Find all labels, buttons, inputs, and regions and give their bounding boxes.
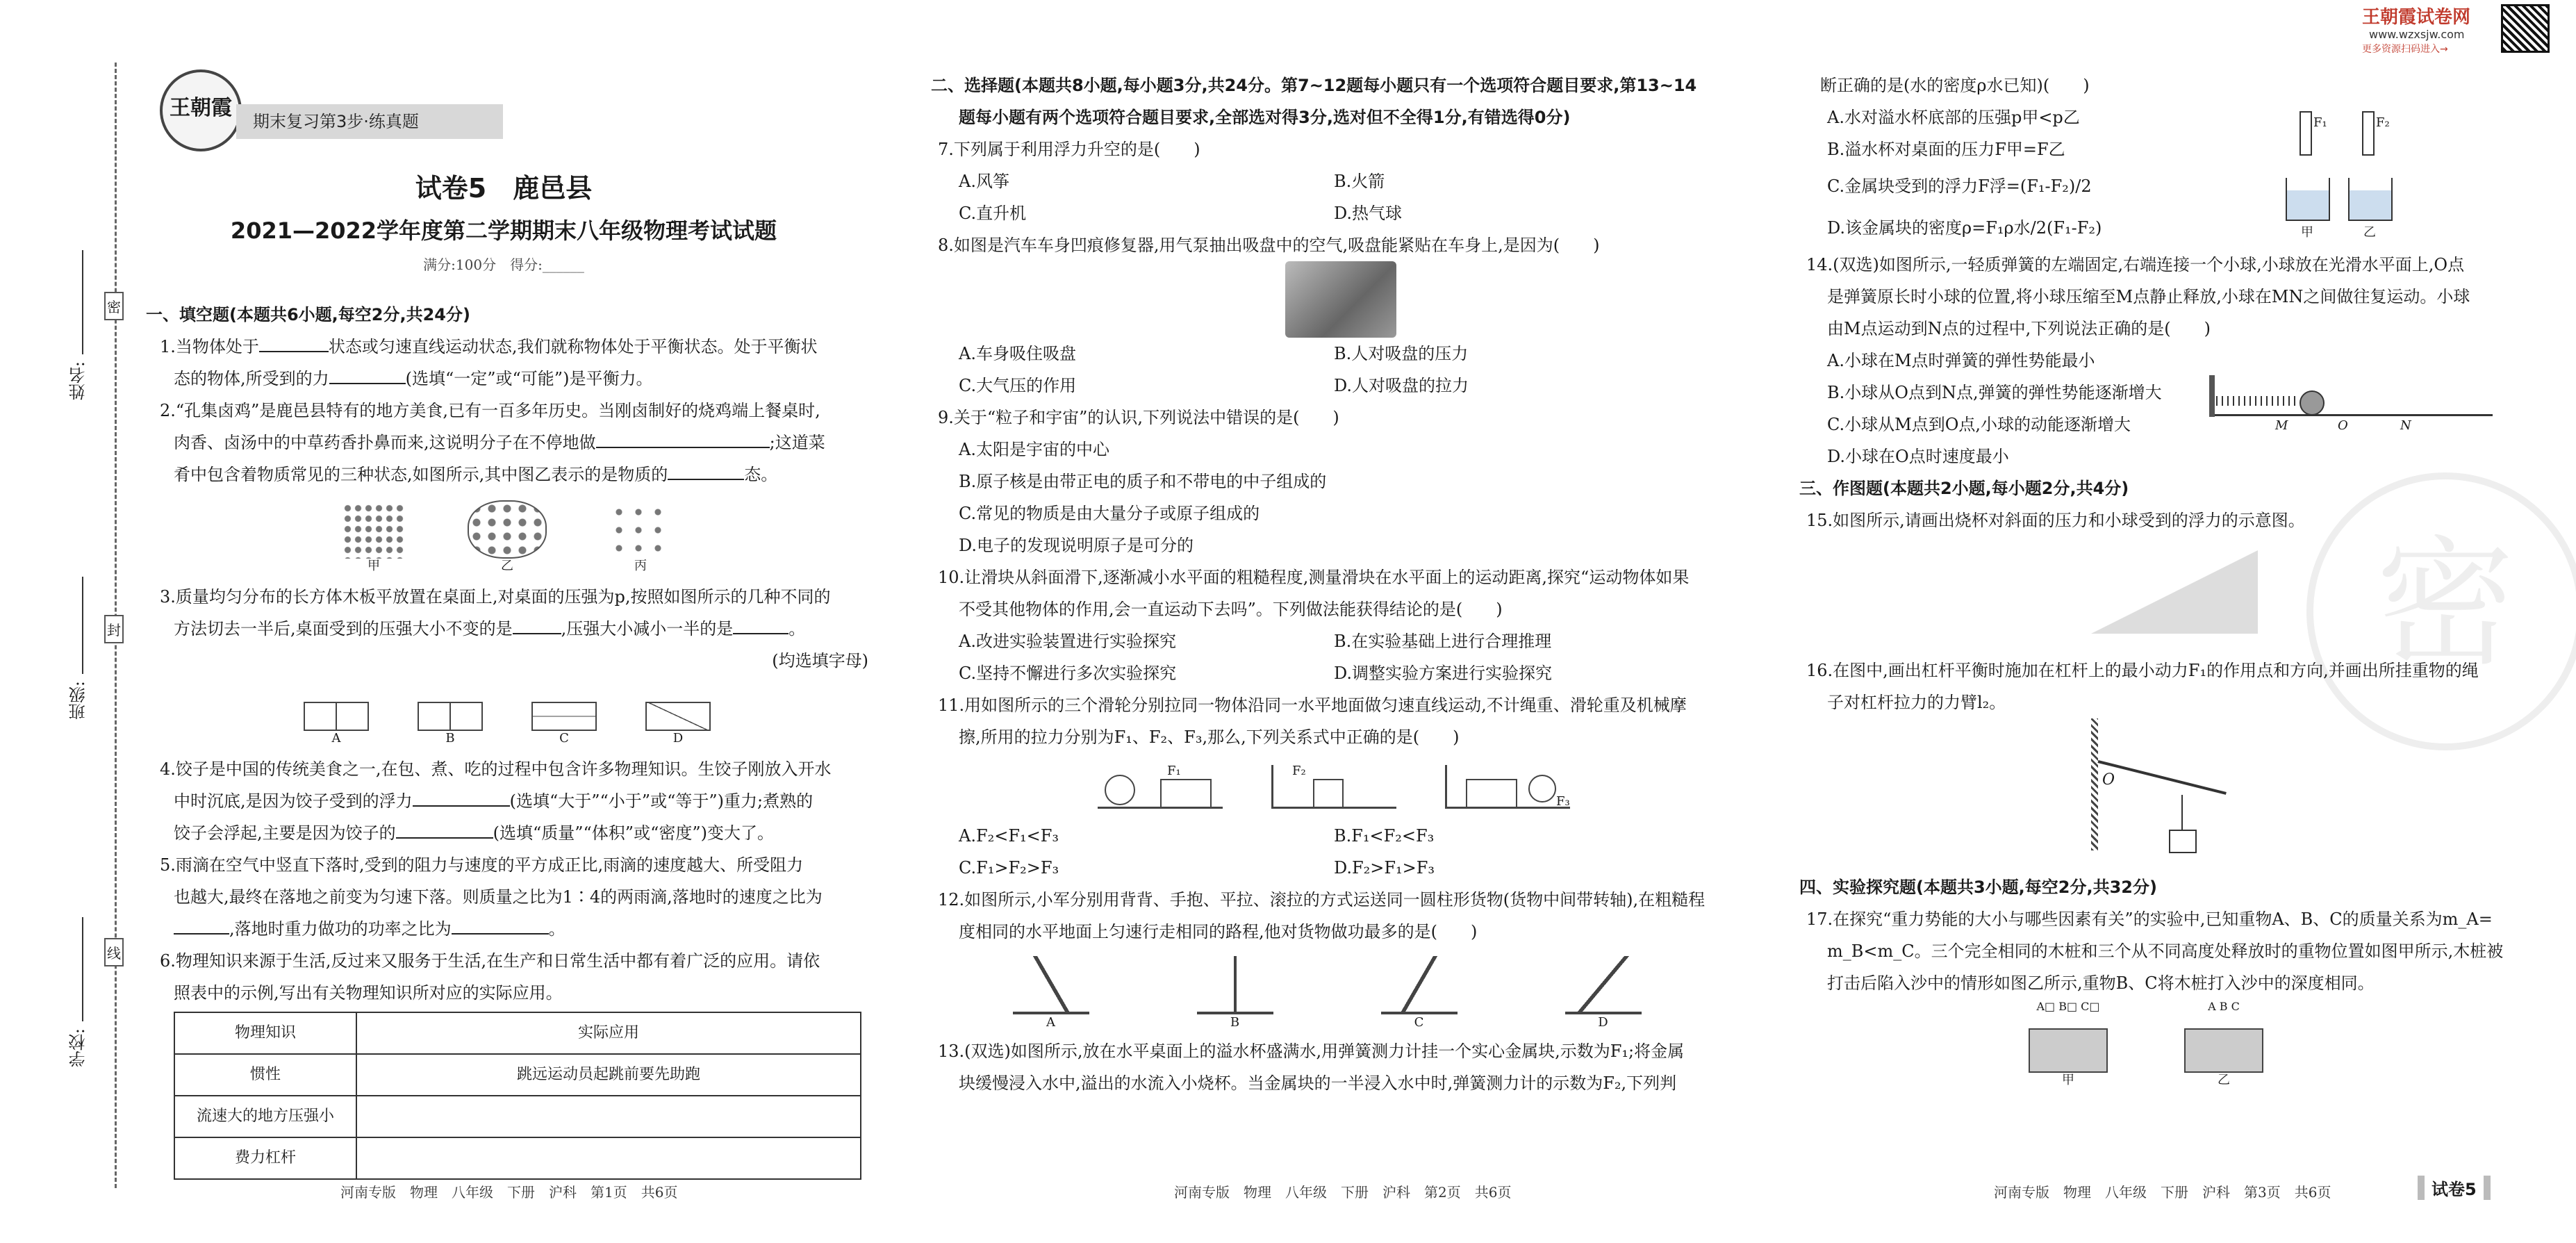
question-16: 16.在图中,画出杠杆平衡时施加在杠杆上的最小动力F₁的作用点和方向,并画出所挂重物的绳 子对杠杆拉力的力臂l₂。 (1806, 661, 2479, 712)
q11-option-c[interactable]: C.F₁>F₂>F₃ (959, 858, 1059, 878)
q9-option-d[interactable]: D.电子的发现说明原子是可分的 (959, 536, 1194, 555)
q14-option-a[interactable]: A.小球在M点时弹簧的弹性势能最小 (1827, 351, 2095, 370)
q14-figure (2209, 375, 2501, 438)
name-field-line[interactable] (82, 250, 83, 354)
q2-fig-label-jia: 甲 (368, 559, 380, 573)
q4-blank-2[interactable] (396, 837, 493, 839)
q10-option-a[interactable]: A.改进实验装置进行实验探究 (959, 632, 1176, 651)
question-4: 4.饺子是中国的传统美食之一,在包、煮、吃的过程中包含许多物理知识。生饺子刚放入开水 中时沉底,是因为饺子受到的浮力 (选填“大于”“小于”或“等于”)重力;煮熟的 饺子会浮起,主要是因为饺子的 (选填“质量”“体积”或“密度”)变大了。 (160, 759, 832, 843)
q11-options (931, 820, 1737, 852)
q8-options (931, 370, 1737, 402)
q8-option-a[interactable]: A.车身吸住吸盘 (959, 344, 1076, 363)
q7-option-b[interactable]: B.火箭 (1334, 172, 1385, 191)
q12-fig-c: C (1414, 1015, 1424, 1030)
question-1: 1.当物体处于 状态或匀速直线运动状态,我们就称物体处于平衡状态。处于平衡状 态的物体,所受到的力 (选填“一定”或“可能”)是平衡力。 (160, 337, 818, 388)
q6-table (174, 1012, 861, 1180)
q9-option-b[interactable]: B.原子核是由带正电的质子和不带电的中子组成的 (959, 472, 1327, 491)
q17-fig-b-left: B (2058, 1000, 2067, 1013)
q14-option-b[interactable]: B.小球从O点到N点,弹簧的弹性势能逐渐增大 (1827, 383, 2162, 402)
q6-header-knowledge: 物理知识 (174, 1012, 356, 1054)
column-2 (931, 69, 1737, 1099)
table-row: 惯性 跳远运动员起跳前要先助跑 (174, 1054, 861, 1096)
q9-option-a[interactable]: A.太阳是宇宙的中心 (959, 440, 1109, 459)
question-15: 15.如图所示,请画出烧杯对斜面的压力和小球受到的浮力的示意图。 (1806, 511, 2305, 530)
section-2-heading: 二、选择题(本题共8小题,每小题3分,共24分。第7~12题每小题只有一个选项符合题目要求,第13~14 (931, 76, 1697, 95)
q1-blank-1[interactable] (259, 351, 329, 352)
q13-fig-yi: 乙 (2363, 225, 2376, 240)
question-11: 11.用如图所示的三个滑轮分别拉同一物体沿同一水平地面做匀速直线运动,不计绳重、滑轮重及机械摩 擦,所用的拉力分别为F₁、F₂、F₃,那么,下列关系式中正确的是( ) (938, 695, 1687, 747)
question-6: 6.物理知识来源于生活,反过来又服务于生活,在生产和日常生活中都有着广泛的应用。请依 照表中的示例,写出有关物理知识所对应的实际应用。 (160, 951, 820, 1003)
school-field-label: 学校: (69, 1028, 88, 1068)
question-8: 8.如图是汽车车身凹痕修复器,用气泵抽出吸盘中的空气,吸盘能紧贴在车身上,是因为( ) (938, 236, 1600, 255)
q15-incline-figure (2091, 550, 2258, 634)
section-3-heading: 三、作图题(本题共2小题,每小题2分,共4分) (1799, 479, 2129, 498)
q7-options (931, 165, 1737, 197)
question-17: 17.在探究“重力势能的大小与哪些因素有关”的实验中,已知重物A、B、C的质量关系为m_A= m_B<m_C。三个完全相同的木桩和三个从不同高度处释放时的重物位置如图甲所示,木桩被 打击后陷入沙中的情形如图乙所示,重物B、C将木桩打入沙中的深度相同。 (1806, 909, 2504, 993)
q17-figure: A□ B□ C□ 甲 A B C 乙 (2029, 999, 2550, 1088)
q12-fig-d: D (1598, 1015, 1608, 1030)
q3-fig-label-c: C (559, 731, 569, 746)
q17-fig-yi: 乙 (2218, 1073, 2230, 1087)
section-2-heading-cont: 题每小题有两个选项符合题目要求,全部选对得3分,选对但不全得1分,有错选得0分) (959, 108, 1571, 127)
paper-subtitle: 2021—2022学年度第二学期期末八年级物理考试试题 (230, 217, 777, 244)
score-line: 满分:100分 得分:______ (423, 256, 584, 273)
q7-option-c[interactable]: C.直升机 (959, 204, 1027, 223)
qr-code-icon[interactable] (2501, 4, 2550, 53)
q7-option-d[interactable]: D.热气球 (1334, 204, 1403, 223)
q12-fig-b: B (1230, 1015, 1240, 1030)
q14-option-d[interactable]: D.小球在O点时速度最小 (1827, 447, 2009, 466)
column-1 (146, 299, 868, 1180)
section-4-heading: 四、实验探究题(本题共3小题,每空2分,共32分) (1799, 878, 2157, 897)
q11-fig-f3: F₃ (1556, 793, 1570, 809)
section-1-heading: 一、填空题(本题共6小题,每空2分,共24分) (146, 305, 470, 324)
question-5: 5.雨滴在空气中竖直下落时,受到的阻力与速度的平方成正比,雨滴的速度越大、所受阻力 也越大,最终在落地之前变为匀速下落。则质量之比为1∶4的两雨滴,落地时的速度之比为 ,落地时重力做功的功率之比为 。 (160, 855, 823, 939)
q10-option-b[interactable]: B.在实验基础上进行合理推理 (1334, 632, 1552, 651)
q8-option-b[interactable]: B.人对吸盘的压力 (1334, 344, 1469, 363)
q13-fig-f1: F₁ (2313, 115, 2327, 130)
q13-option-d[interactable]: D.该金属块的密度ρ=F₁ρ水/2(F₁-F₂) (1827, 218, 2102, 238)
q3-figure (146, 677, 868, 746)
brand-logo (160, 69, 242, 151)
q11-option-a[interactable]: A.F₂<F₁<F₃ (959, 826, 1059, 846)
q3-fig-label-d: D (672, 731, 684, 746)
q5-blank-1[interactable] (174, 933, 229, 935)
q14-fig-o: O (2338, 418, 2348, 433)
q10-options (931, 625, 1737, 657)
q7-options (931, 197, 1737, 229)
q2-fig-label-bing: 丙 (634, 559, 647, 573)
q14-option-c[interactable]: C.小球从M点到O点,小球的动能逐渐增大 (1827, 415, 2131, 434)
q16-lever-figure (2091, 718, 2230, 857)
site-url[interactable]: www.wzxsjw.com (2369, 28, 2465, 41)
brand-logo-text: 王朝霞 (170, 96, 232, 120)
q5-blank-2[interactable] (452, 933, 549, 935)
q11-fig-f2: F₂ (1292, 763, 1306, 778)
q11-option-b[interactable]: B.F₁<F₂<F₃ (1334, 826, 1435, 846)
footer-page-1: 河南专版 物理 八年级 下册 沪科 第1页 共6页 (340, 1184, 678, 1201)
q14-fig-m: M (2275, 418, 2288, 433)
q13-fig-jia: 甲 (2301, 225, 2313, 240)
q11-figure (931, 753, 1737, 820)
question-14: 14.(双选)如图所示,一轻质弹簧的左端固定,右端连接一个小球,小球放在光滑水平面上,O点 是弹簧原长时小球的位置,将小球压缩至M点静止释放,小球在MN之间做往复运动。小球 由M点运动到N点的过程中,下列说法正确的是( ) (1806, 255, 2470, 338)
q12-figure (959, 948, 1695, 1031)
question-12: 12.如图所示,小军分别用背背、手抱、平拉、滚拉的方式运送同一圆柱形货物(货物中间带转轴),在粗糙程 度相同的水平地面上匀速行走相同的路程,他对货物做功最多的是( ) (938, 890, 1706, 941)
q6-answer-cell-1[interactable] (356, 1096, 861, 1137)
q11-option-d[interactable]: D.F₂>F₁>F₃ (1334, 858, 1435, 878)
q17-fig-a-left: A (2036, 1000, 2045, 1013)
q10-option-c[interactable]: C.坚持不懈进行多次实验探究 (959, 664, 1177, 683)
name-field-label: 姓名: (69, 361, 88, 401)
q17-fig-jia: 甲 (2062, 1073, 2074, 1087)
table-row: 费力杠杆 (174, 1137, 861, 1179)
q2-blank-2[interactable] (668, 479, 744, 480)
q11-options (931, 852, 1737, 884)
q3-blank-1[interactable] (513, 633, 561, 634)
q13-option-c[interactable]: C.金属块受到的浮力F浮=(F₁-F₂)/2 (1827, 176, 2092, 196)
q3-blank-2[interactable] (733, 633, 789, 634)
q13-figure (2272, 111, 2425, 240)
question-13: 13.(双选)如图所示,放在水平桌面上的溢水杯盛满水,用弹簧测力计挂一个实心金属块,示数为F₁;将金属 块缓慢浸入水中,溢出的水流入小烧杯。当金属块的一半浸入水中时,弹簧测力计的示数为F₂,下列判 (938, 1042, 1685, 1093)
seal-char-2: 封 (104, 615, 124, 643)
paper-title: 试卷5 鹿邑县 (415, 173, 593, 204)
q13-option-a[interactable]: A.水对溢水杯底部的压强p甲<p乙 (1827, 108, 2080, 127)
q3-note: (均选填字母) (772, 651, 868, 670)
site-tip: 更多资源扫码进入→ (2362, 44, 2448, 55)
q10-option-d[interactable]: D.调整实验方案进行实验探究 (1334, 664, 1553, 683)
q8-option-d[interactable]: D.人对吸盘的拉力 (1334, 376, 1469, 395)
q3-fig-label-b: B (445, 731, 455, 746)
q8-photo (1285, 261, 1396, 338)
class-field-label: 班级: (69, 681, 88, 721)
q2-blank-1[interactable] (596, 447, 770, 448)
secret-stamp-text: 密 (2375, 523, 2515, 685)
q2-fig-label-yi: 乙 (501, 559, 513, 573)
seal-char-1: 密 (104, 292, 124, 320)
q13-option-b[interactable]: B.溢水杯对桌面的压力F甲=F乙 (1827, 140, 2065, 159)
school-field-line[interactable] (82, 917, 83, 1021)
question-13-cont: 断正确的是(水的密度ρ水已知)( ) (1820, 76, 2090, 95)
footer-page-3: 河南专版 物理 八年级 下册 沪科 第3页 共6页 (1994, 1184, 2331, 1201)
q7-option-a[interactable]: A.风筝 (959, 172, 1009, 191)
question-10: 10.让滑块从斜面滑下,逐渐减小水平面的粗糙程度,测量滑块在水平面上的运动距离,探究“运动物体如果 不受其他物体的作用,会一直运动下去吗”。下列做法能获得结论的是( ) (938, 568, 1690, 619)
q8-options (931, 338, 1737, 370)
seal-char-3: 线 (104, 938, 124, 966)
q11-fig-f1: F₁ (1167, 763, 1181, 778)
q4-blank-1[interactable] (413, 805, 510, 807)
q12-fig-a: A (1046, 1015, 1055, 1030)
q16-pivot-label: O (2102, 771, 2115, 789)
q8-option-c[interactable]: C.大气压的作用 (959, 376, 1077, 395)
question-9: 9.关于“粒子和宇宙”的认识,下列说法中错误的是( ) (938, 408, 1339, 427)
q9-option-c[interactable]: C.常见的物质是由大量分子或原子组成的 (959, 504, 1260, 523)
column-3 (1799, 69, 2550, 1088)
site-name[interactable]: 王朝霞试卷网 (2362, 7, 2471, 28)
review-banner: 期末复习第3步·练真题 (236, 104, 503, 139)
q6-answer-cell-2[interactable] (356, 1137, 861, 1179)
q2-figure (146, 491, 868, 574)
q14-fig-n: N (2400, 418, 2411, 433)
q6-header-application: 实际应用 (356, 1012, 861, 1054)
q13-fig-f2: F₂ (2376, 115, 2390, 130)
question-3: 3.质量均匀分布的长方体木板平放置在桌面上,对桌面的压强为p,按照如图所示的几种不同的 方法切去一半后,桌面受到的压强大小不变的是 ,压强大小减小一半的是 。 (均选填字母) (146, 581, 868, 645)
question-7: 7.下列属于利用浮力升空的是( ) (938, 140, 1200, 159)
q3-fig-label-a: A (331, 731, 341, 746)
paper-tag: 试卷5 (2418, 1176, 2491, 1200)
class-field-line[interactable] (82, 577, 83, 674)
question-2: 2.“孔集卤鸡”是鹿邑县特有的地方美食,已有一百多年历史。当刚卤制好的烧鸡端上餐桌时, 肉香、卤汤中的中草药香扑鼻而来,这说明分子在不停地做 ;这道菜 肴中包含着物质常见的三种状态,如图所示,其中图乙表示的是物质的 态。 (160, 401, 825, 484)
q10-options (931, 657, 1737, 689)
q1-blank-2[interactable] (329, 383, 406, 384)
table-row: 流速大的地方压强小 (174, 1096, 861, 1137)
footer-page-2: 河南专版 物理 八年级 下册 沪科 第2页 共6页 (1174, 1184, 1512, 1201)
q17-fig-c-left: C (2081, 1000, 2090, 1013)
